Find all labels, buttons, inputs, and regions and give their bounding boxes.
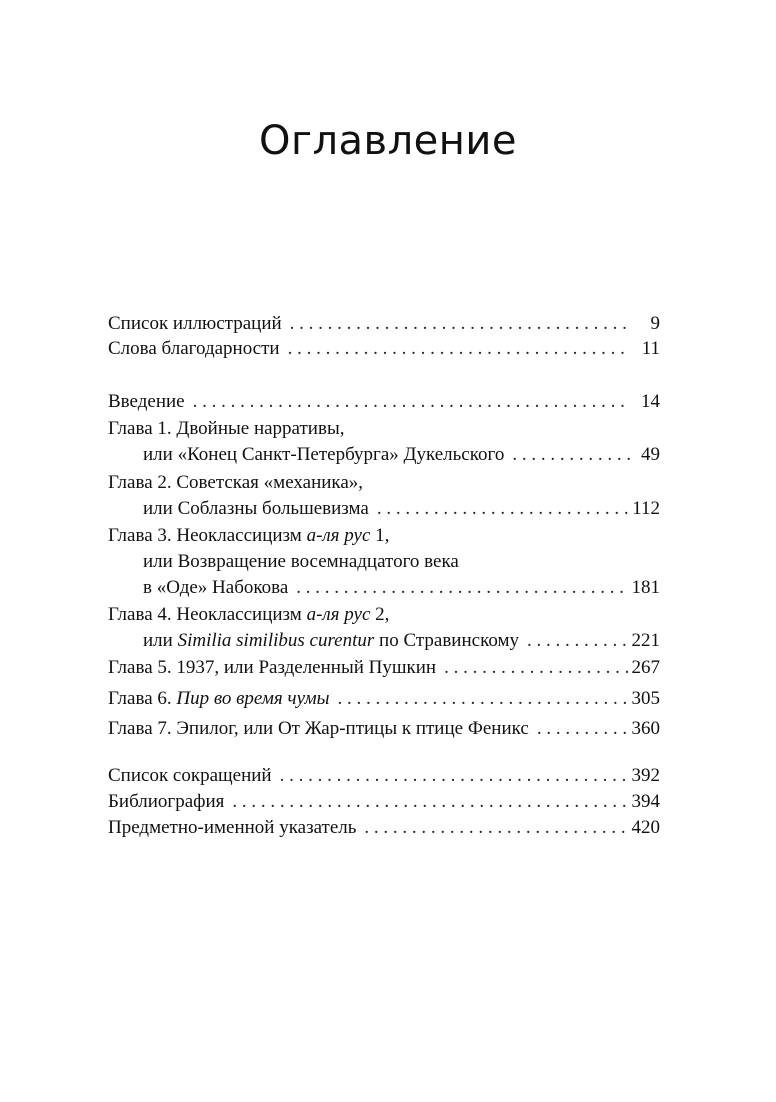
toc-entry-illustrations[interactable] xyxy=(108,311,660,337)
toc-entry-chapter-7[interactable] xyxy=(108,716,660,742)
dot-leader xyxy=(364,815,627,841)
toc-entry-label: Предметно-именной указатель xyxy=(108,817,357,838)
toc-entry-subtitle: или «Конец Санкт-Петербурга» Дукельского xyxy=(143,444,505,465)
toc-entry-label: Глава 5. 1937, или Разделенный Пушкин xyxy=(108,657,437,678)
page-title: Оглавление xyxy=(258,118,518,164)
dot-leader xyxy=(512,442,630,468)
toc-entry-chapter-2[interactable] xyxy=(108,470,660,522)
toc-entry-subtitle: или Возвращение восемнадцатого века xyxy=(143,551,459,572)
toc-entry-chapter-3[interactable] xyxy=(108,523,660,601)
dot-leader xyxy=(338,686,628,712)
toc-entry-chapter-4[interactable] xyxy=(108,602,660,654)
toc-entry-label: Введение xyxy=(108,391,185,412)
toc-page-number: 267 xyxy=(631,657,660,678)
toc-entry-label: Список иллюстраций xyxy=(108,313,282,334)
toc-entry-label: Глава 7. Эпилог, или От Жар-птицы к птице Феникс xyxy=(108,718,529,739)
toc-entry-label: Библиография xyxy=(108,791,225,812)
toc-page-number: 9 xyxy=(650,313,660,334)
toc-page-number: 392 xyxy=(631,765,660,786)
dot-leader xyxy=(232,789,627,815)
dot-leader xyxy=(537,716,628,742)
toc-entry-subtitle: в «Оде» Набокова xyxy=(143,577,289,598)
toc-entry-label: Список сокращений xyxy=(108,765,272,786)
toc-entry-label: Слова благодарности xyxy=(108,338,280,359)
dot-leader xyxy=(280,763,628,789)
dot-leader xyxy=(288,336,630,362)
toc-entry-chapter-6[interactable] xyxy=(108,686,660,712)
toc-entry-index[interactable] xyxy=(108,815,660,841)
toc-entry-label: Глава 4. Неоклассицизм а-ля рус 2, xyxy=(108,604,390,625)
dot-leader xyxy=(527,628,627,654)
toc-entry-label: Глава 6. Пир во время чумы xyxy=(108,688,330,709)
toc-page-number: 420 xyxy=(631,817,660,838)
toc-entry-abbreviations[interactable] xyxy=(108,763,660,789)
toc-entry-acknowledgements[interactable] xyxy=(108,336,660,362)
toc-page-number: 181 xyxy=(631,577,660,598)
dot-leader xyxy=(377,496,628,522)
dot-leader xyxy=(444,655,627,681)
toc-entry-introduction[interactable] xyxy=(108,389,660,415)
toc-entry-chapter-1[interactable] xyxy=(108,416,660,468)
toc-page-number: 394 xyxy=(631,791,660,812)
toc-page-number: 112 xyxy=(632,498,660,519)
toc-entry-subtitle: или Similia similibus curentur по Стравинскому xyxy=(143,630,520,651)
toc-page-number: 360 xyxy=(631,718,660,739)
toc-entry-bibliography[interactable] xyxy=(108,789,660,815)
toc-entry-label: Глава 3. Неоклассицизм а-ля рус 1, xyxy=(108,525,390,546)
dot-leader xyxy=(193,389,630,415)
toc-entry-label: Глава 2. Советская «механика», xyxy=(108,472,364,493)
toc-page-number: 305 xyxy=(631,688,660,709)
dot-leader xyxy=(290,311,630,337)
toc-page-number: 49 xyxy=(641,444,660,465)
toc-page-number: 11 xyxy=(641,338,660,359)
toc-page-number: 14 xyxy=(641,391,660,412)
toc-entry-subtitle: или Соблазны большевизма xyxy=(143,498,369,519)
dot-leader xyxy=(296,575,627,601)
toc-entry-label: Глава 1. Двойные нарративы, xyxy=(108,418,345,439)
toc-entry-chapter-5[interactable] xyxy=(108,655,660,681)
toc-page-number: 221 xyxy=(631,630,660,651)
